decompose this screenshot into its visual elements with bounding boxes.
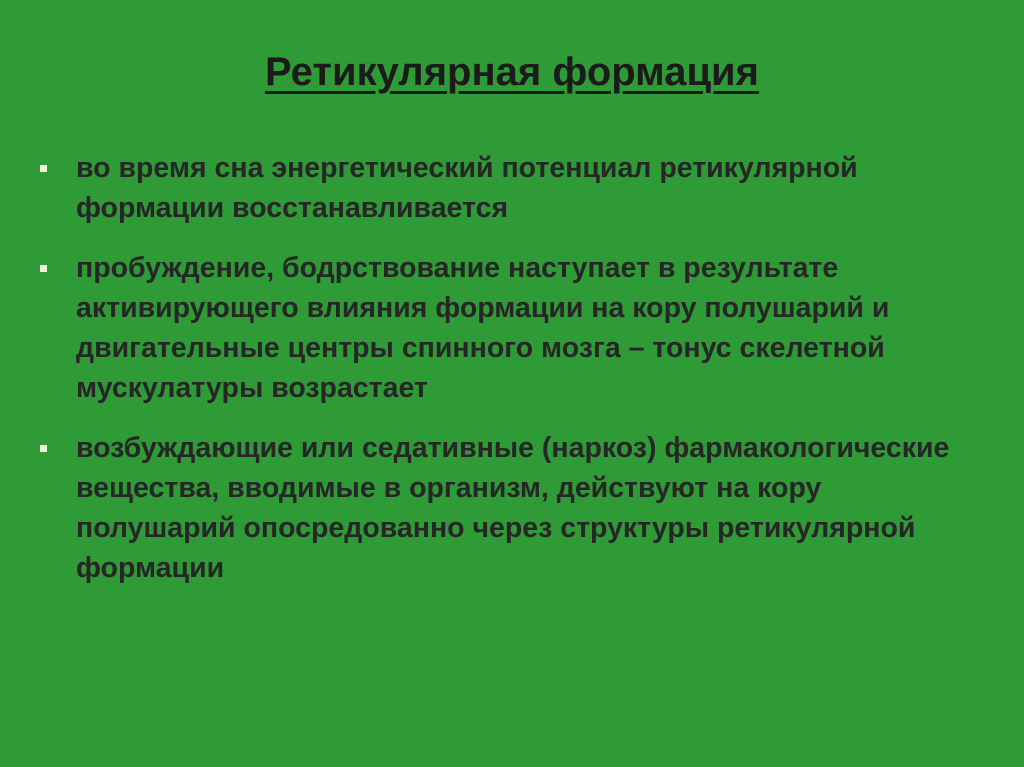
square-bullet-icon	[40, 265, 47, 272]
slide-title: Ретикулярная формация	[264, 50, 759, 94]
bullet-item	[38, 248, 988, 408]
bullet-item	[38, 428, 988, 588]
square-bullet-icon	[40, 445, 47, 452]
bullet-item	[38, 148, 988, 228]
bullet-text: пробуждение, бодрствование наступает в результате активирующего влияния формации на кору полушарий и двигательные центры спинного мозга – тонус скелетной мускулатуры возрастает	[76, 252, 890, 404]
bullet-text: во время сна энергетический потенциал ретикулярной формации восстанавливается	[76, 152, 858, 224]
square-bullet-icon	[40, 165, 47, 172]
bullet-list	[38, 148, 988, 608]
bullet-text: возбуждающие или седативные (наркоз) фармакологические вещества, вводимые в организм, действуют на кору полушарий опосредованно через структуры ретикулярной формации	[76, 432, 950, 584]
